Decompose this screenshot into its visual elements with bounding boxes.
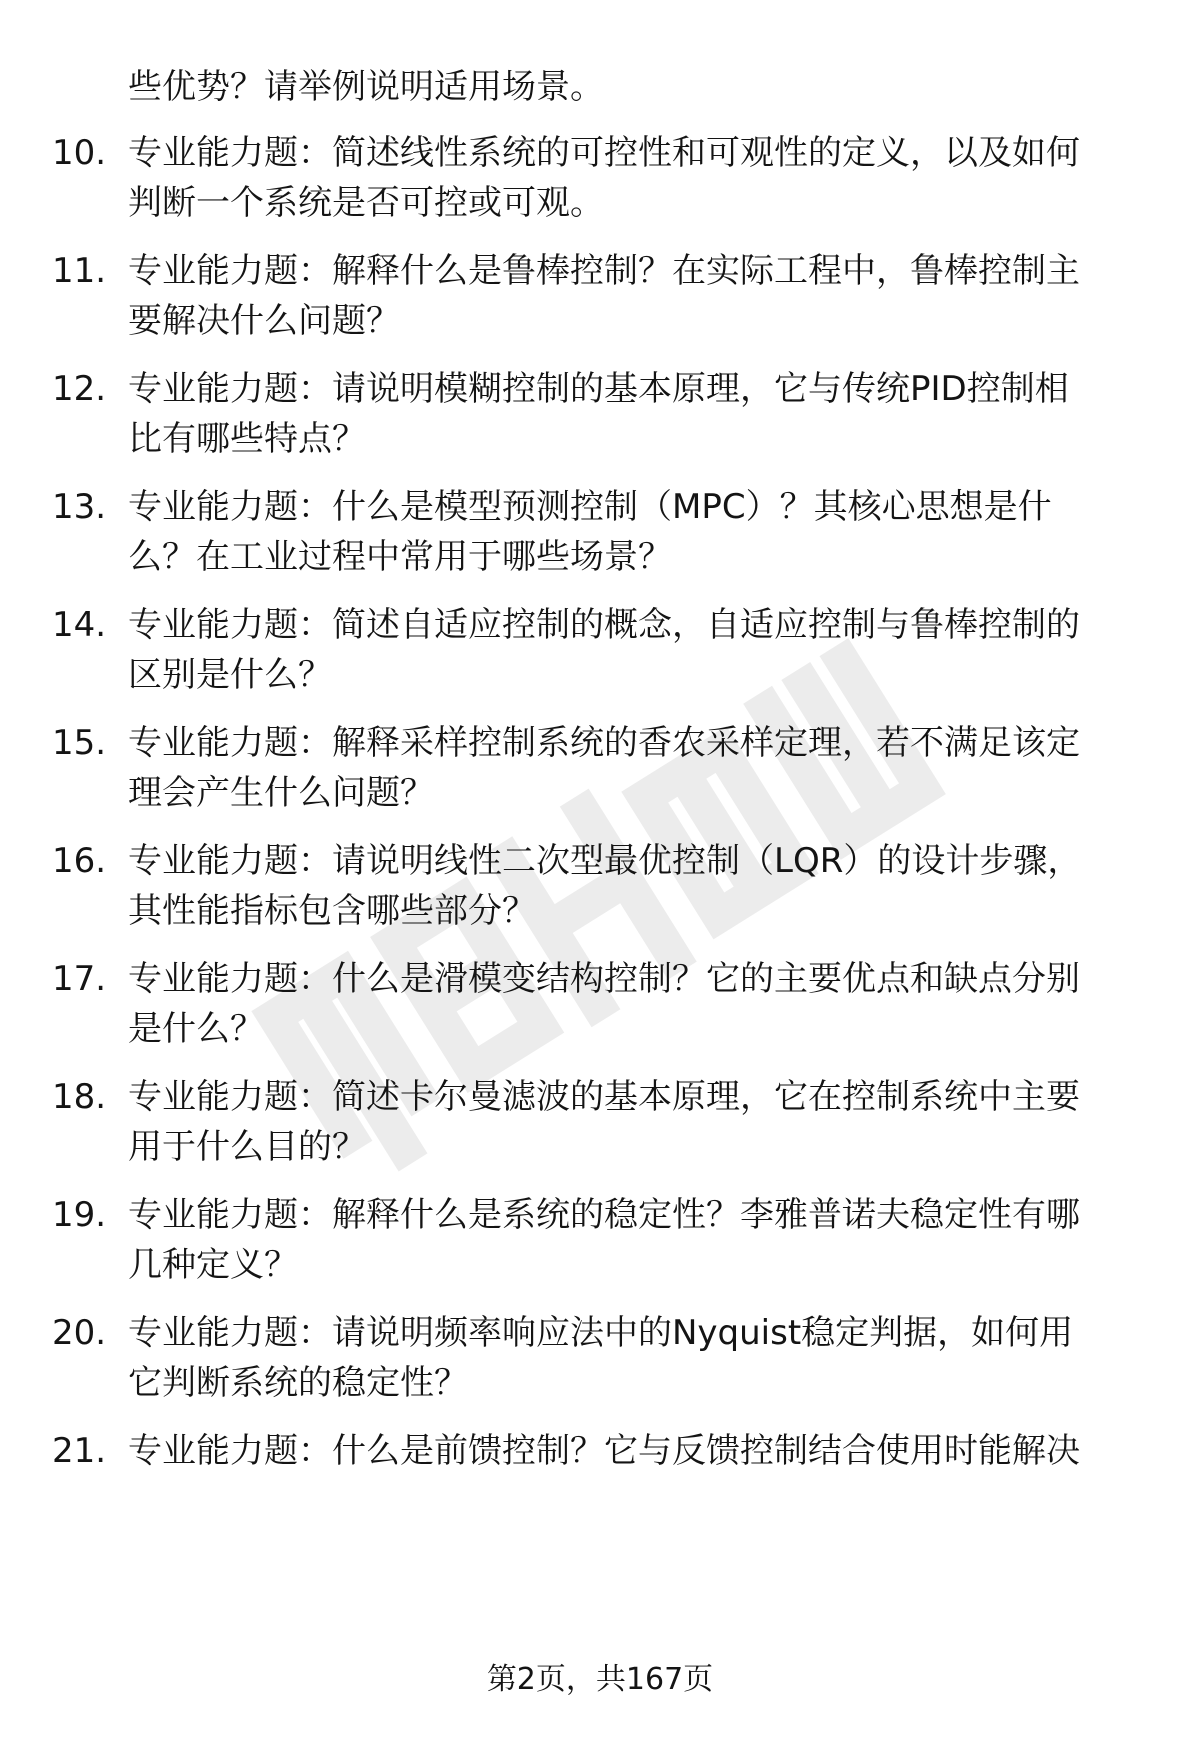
question-line: 几种定义？ <box>128 1245 298 1285</box>
question-text <box>128 1426 1138 1476</box>
question-number: 21. <box>52 1431 107 1471</box>
question-text <box>128 836 1138 936</box>
question-line: 专业能力题：什么是前馈控制？它与反馈控制结合使用时能解决 <box>128 1431 1080 1471</box>
question-line: 理会产生什么问题？ <box>128 773 434 813</box>
question-line: 专业能力题：简述卡尔曼滤波的基本原理，它在控制系统中主要 <box>128 1077 1080 1117</box>
question-line: 专业能力题：什么是滑模变结构控制？它的主要优点和缺点分别 <box>128 959 1080 999</box>
question-number: 15. <box>52 723 107 763</box>
question-number: 13. <box>52 487 107 527</box>
question-line: 判断一个系统是否可控或可观。 <box>128 183 604 223</box>
question-line: 其性能指标包含哪些部分？ <box>128 891 536 931</box>
question-text <box>128 1190 1138 1290</box>
question-number: 20. <box>52 1313 107 1353</box>
question-number: 17. <box>52 959 107 999</box>
question-number: 11. <box>52 251 107 291</box>
question-text <box>128 600 1138 700</box>
question-line: 专业能力题：简述自适应控制的概念，自适应控制与鲁棒控制的 <box>128 605 1080 645</box>
question-text <box>128 954 1138 1054</box>
question-number: 16. <box>52 841 107 881</box>
question-line: 专业能力题：什么是模型预测控制（MPC）？其核心思想是什 <box>128 487 1052 527</box>
question-text <box>128 1072 1138 1172</box>
question-text <box>128 718 1138 818</box>
question-line: 用于什么目的？ <box>128 1127 366 1167</box>
question-number: 19. <box>52 1195 107 1235</box>
question-text <box>128 364 1138 464</box>
continuation-text: 些优势？请举例说明适用场景。 <box>128 67 604 107</box>
question-text <box>128 128 1138 228</box>
page-footer: 第2页，共167页 <box>486 1662 714 1697</box>
question-text <box>128 1308 1138 1408</box>
question-text <box>128 482 1138 582</box>
question-number: 14. <box>52 605 107 645</box>
question-line: 专业能力题：解释什么是鲁棒控制？在实际工程中，鲁棒控制主 <box>128 251 1080 291</box>
question-number: 10. <box>52 133 107 173</box>
question-line: 专业能力题：请说明模糊控制的基本原理，它与传统PID控制相 <box>128 369 1069 409</box>
question-line: 专业能力题：解释采样控制系统的香农采样定理，若不满足该定 <box>128 723 1080 763</box>
question-line: 专业能力题：请说明线性二次型最优控制（LQR）的设计步骤， <box>128 841 1082 881</box>
question-number: 12. <box>52 369 107 409</box>
question-text <box>128 246 1138 346</box>
question-line: 专业能力题：请说明频率响应法中的Nyquist稳定判据，如何用 <box>128 1313 1074 1353</box>
question-line: 么？在工业过程中常用于哪些场景？ <box>128 537 672 577</box>
question-line: 专业能力题：简述线性系统的可控性和可观性的定义，以及如何 <box>128 133 1080 173</box>
question-line: 区别是什么？ <box>128 655 332 695</box>
question-line: 比有哪些特点？ <box>128 419 366 459</box>
question-line: 专业能力题：解释什么是系统的稳定性？李雅普诺夫稳定性有哪 <box>128 1195 1080 1235</box>
question-line: 要解决什么问题？ <box>128 301 400 341</box>
question-line: 是什么？ <box>128 1009 264 1049</box>
question-number: 18. <box>52 1077 107 1117</box>
question-line: 它判断系统的稳定性？ <box>128 1363 468 1403</box>
